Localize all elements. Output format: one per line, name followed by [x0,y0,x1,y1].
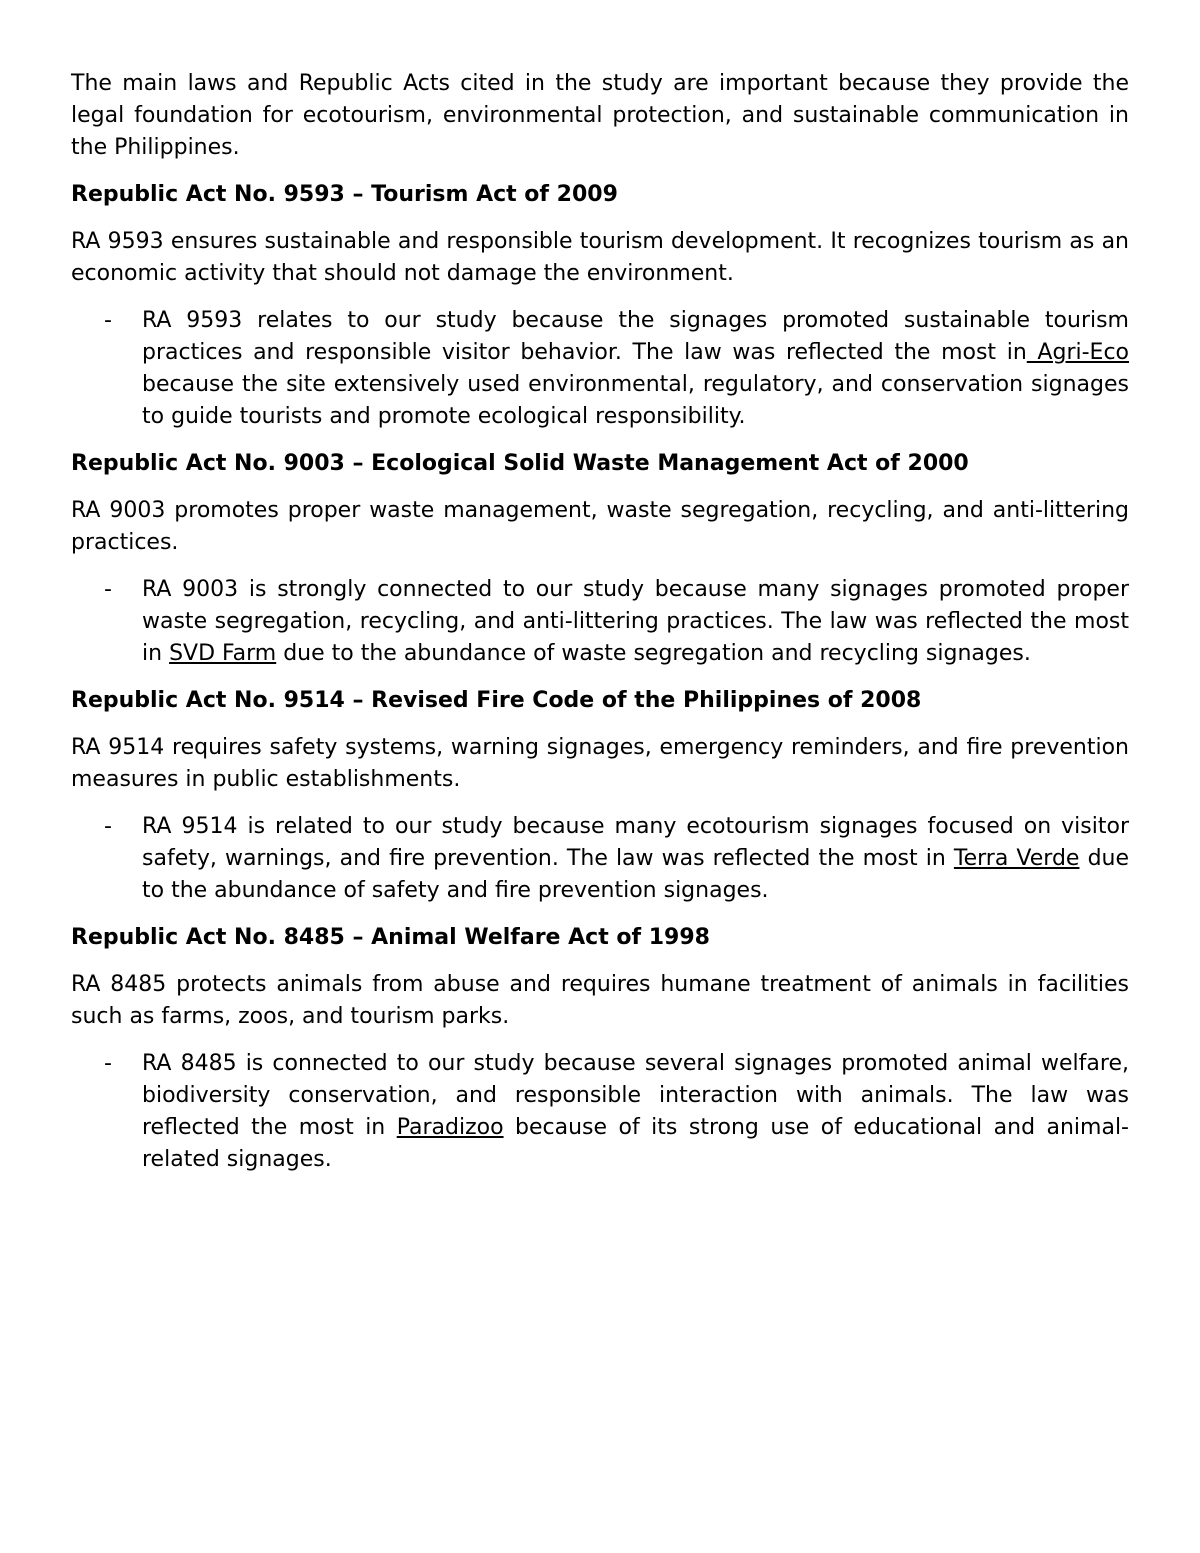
document-page [71,68,1129,1191]
bullet-text-end: due to the abundance of waste segregation and recycling signages. [276,641,1031,666]
bullet-text-end: because of its strong use of educational and animal-related signages. [142,1115,1129,1172]
site-name-paradizoo: Paradizoo [396,1115,504,1140]
section-description-ra9593: RA 9593 ensures sustainable and responsible tourism development. It recognizes tourism as an economic activity that should not damage the environment. [71,229,1129,286]
bullet-dash: - [104,1051,112,1076]
bullet-text-end: because the site extensively used environmental, regulatory, and conservation signages to guide tourists and promote ecological responsibility. [142,372,1129,429]
bullet-text: RA 9514 is related to our study because many ecotourism signages focused on visitor safety, warnings, and fire prevention. The law was reflected the most in [142,814,1129,871]
section-heading-ra9593: Republic Act No. 9593 – Tourism Act of 2009 [71,182,618,207]
section-heading-ra8485: Republic Act No. 8485 – Animal Welfare Act of 1998 [71,925,710,950]
bullet-text: RA 8485 is connected to our study because several signages promoted animal welfare, biodiversity conservation, and responsible interaction with animals. The law was reflected the most in [142,1051,1129,1140]
site-name-svd-farm: SVD Farm [169,641,277,666]
site-name-agri-eco: Agri-Eco [1026,340,1130,365]
section-heading-ra9003: Republic Act No. 9003 – Ecological Solid Waste Management Act of 2000 [71,451,969,476]
intro-paragraph: The main laws and Republic Acts cited in the study are important because they provide the legal foundation for ecotourism, environmental protection, and sustainable communication in the Philippines. [71,71,1129,160]
bullet-item-ra9514 [71,811,1129,907]
bullet-text-end: due to the abundance of safety and fire prevention signages. [142,846,1130,903]
bullet-text: RA 9003 is strongly connected to our study because many signages promoted proper waste segregation, recycling, and anti-littering practices. The law was reflected the most in [142,577,1129,666]
bullet-item-ra9003 [71,574,1129,670]
section-heading-ra9514: Republic Act No. 9514 – Revised Fire Code of the Philippines of 2008 [71,688,922,713]
bullet-text: RA 9593 relates to our study because the signages promoted sustainable tourism practices and responsible visitor behavior. The law was reflected the most in [142,308,1129,365]
section-description-ra8485: RA 8485 protects animals from abuse and requires humane treatment of animals in facilities such as farms, zoos, and tourism parks. [71,972,1129,1029]
bullet-item-ra8485 [71,1048,1129,1176]
section-description-ra9003: RA 9003 promotes proper waste management, waste segregation, recycling, and anti-littering practices. [71,498,1129,555]
bullet-dash: - [104,577,112,602]
site-name-terra-verde: Terra Verde [953,846,1080,871]
bullet-dash: - [104,814,112,839]
bullet-dash: - [104,308,112,333]
bullet-item-ra9593 [71,305,1129,433]
section-description-ra9514: RA 9514 requires safety systems, warning signages, emergency reminders, and fire prevention measures in public establishments. [71,735,1129,792]
